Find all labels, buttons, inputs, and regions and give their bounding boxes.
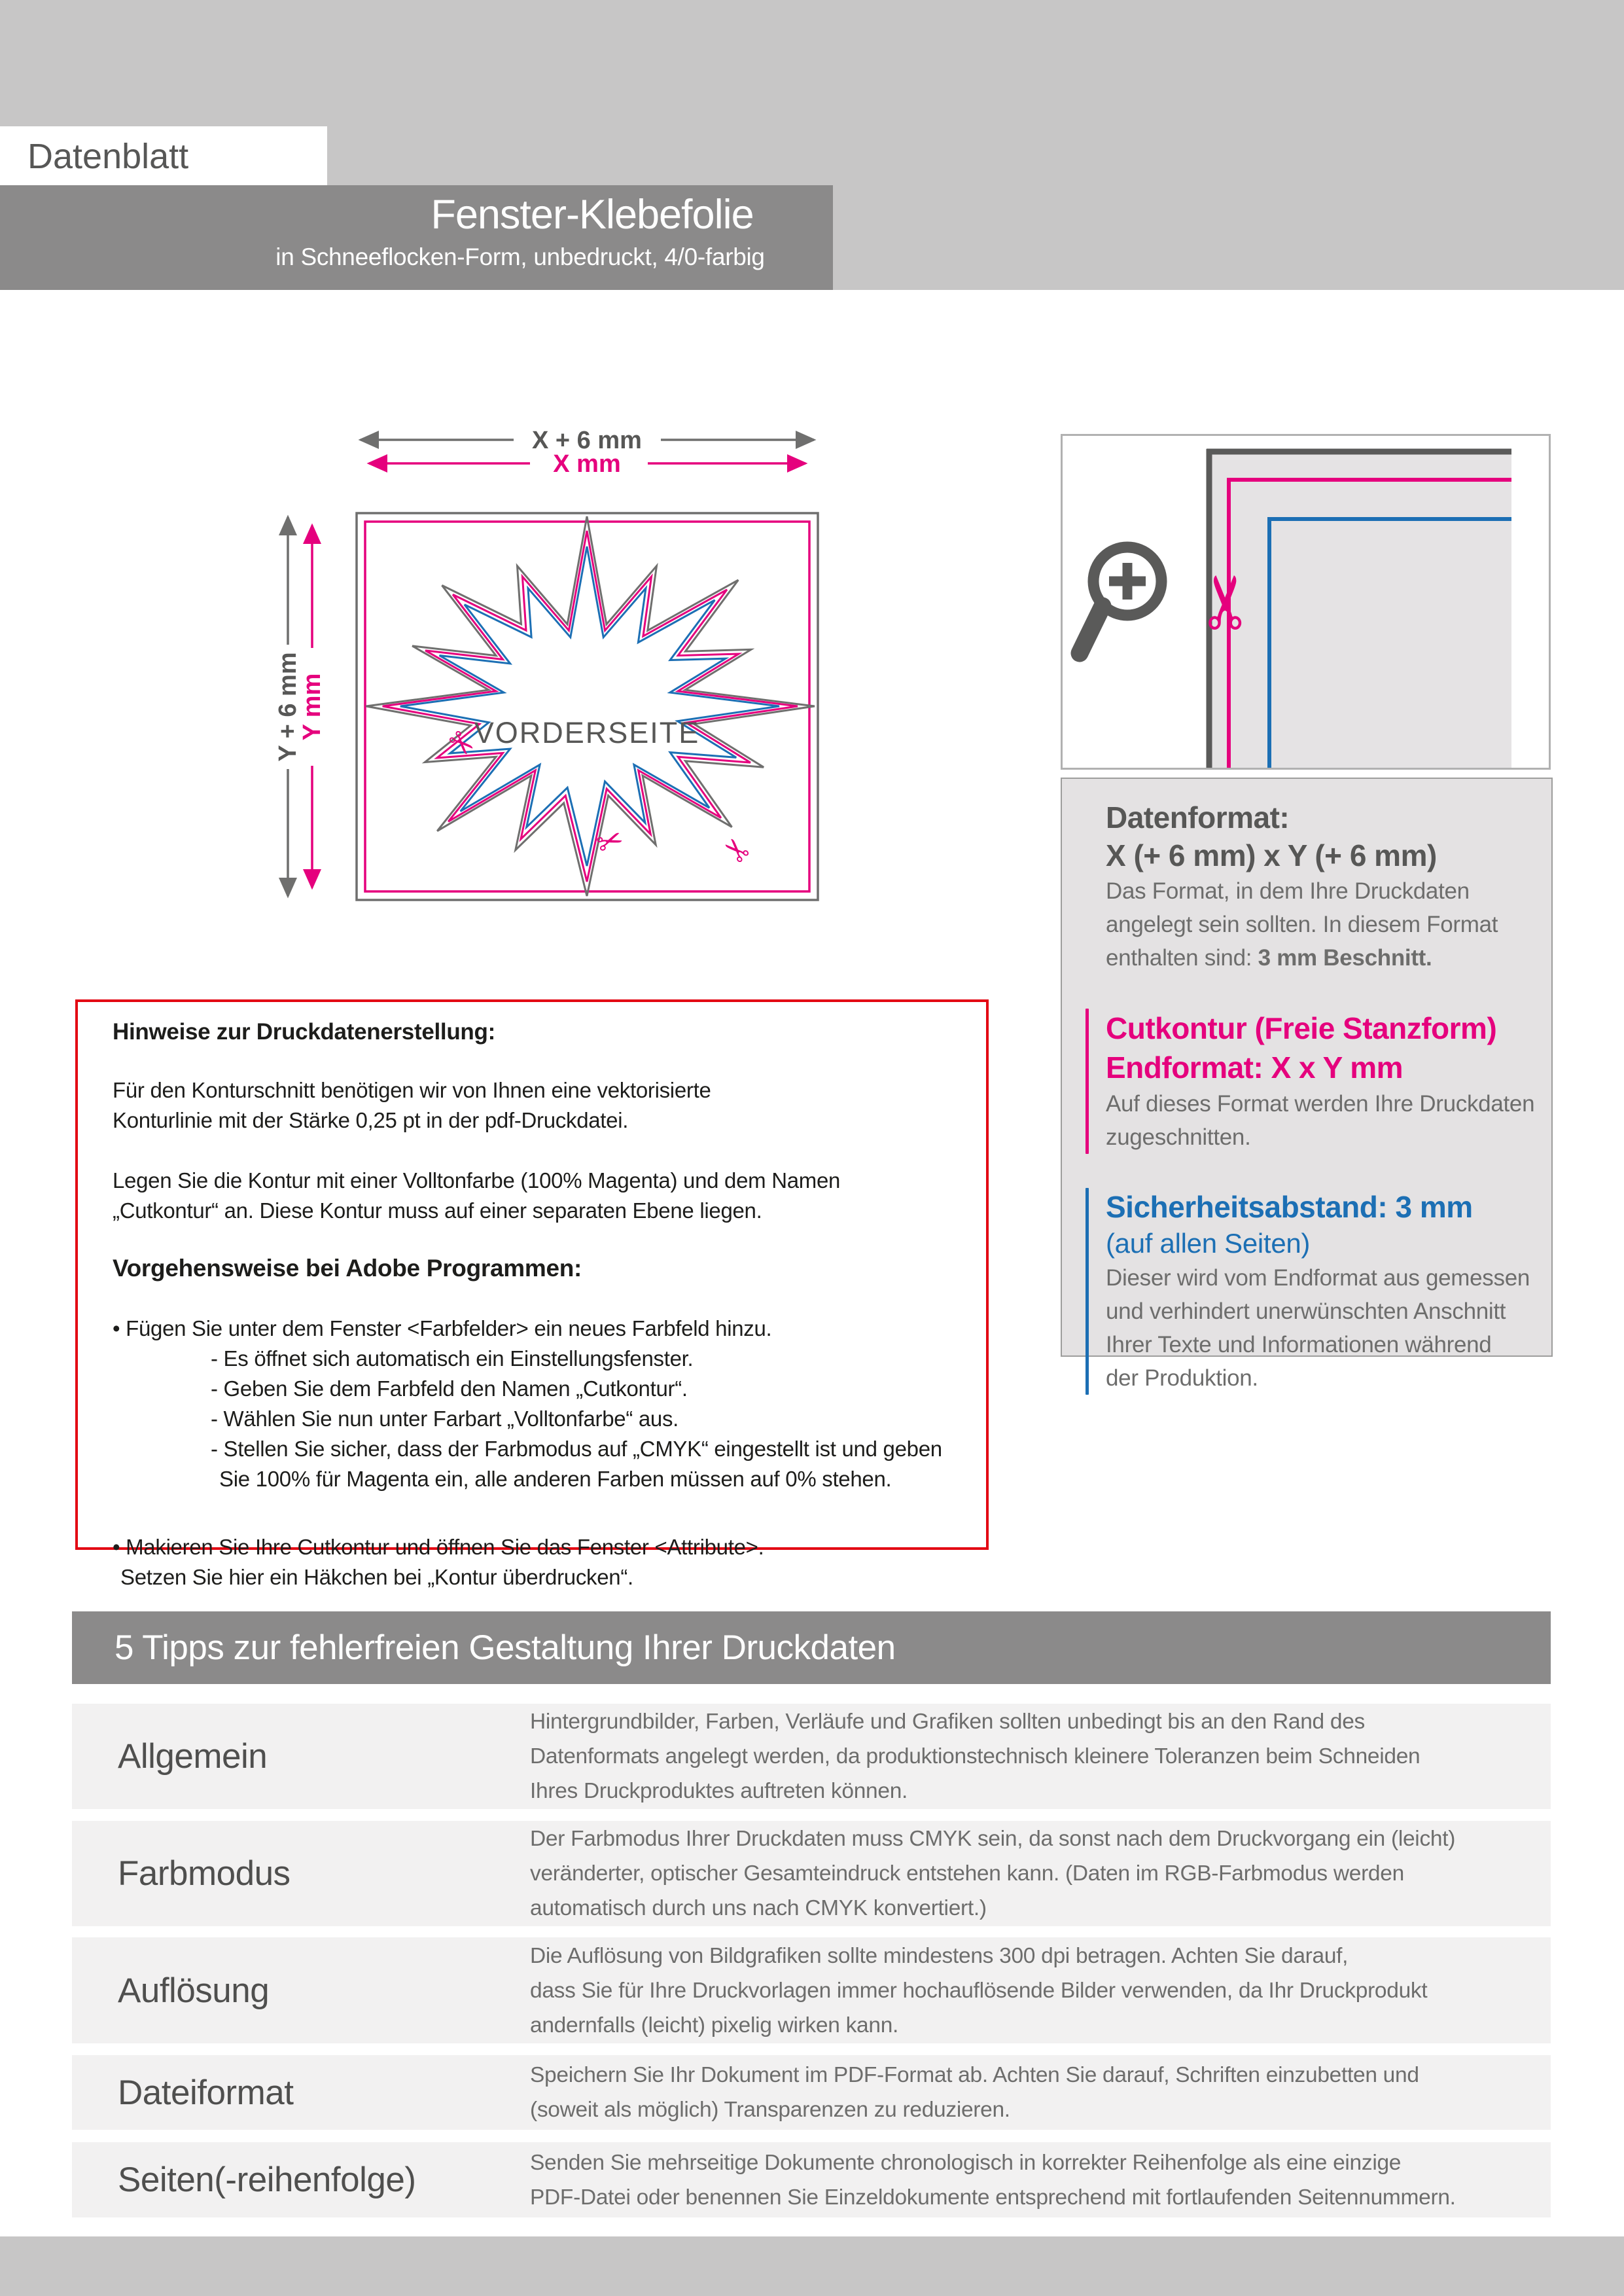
die-cut-diagram [249,412,870,929]
tip-row-aufloesung [72,1937,1551,2043]
dim-x-inner-label: X mm [553,450,621,478]
tip-description: Hintergrundbilder, Farben, Verläufe und Grafiken sollten unbedingt bis an den Rand des Datenformats angelegt werden, da produktionstechnisch kleinere Toleranzen beim Schneiden Ihres Druckproduktes auftreten können. [530,1710,1421,1803]
hints-bullet-continuation: Setzen Sie hier ein Häkchen bei „Kontur überdrucken“. [120,1565,633,1589]
scissors-icon: ✂ [716,827,759,870]
druckdaten-hints-box [75,999,989,1589]
sicherheitsabstand-heading: Sicherheitsabstand: 3 mm [1106,1190,1473,1224]
datenformat-body-line: Das Format, in dem Ihre Druckdaten [1106,878,1470,904]
scissors-icon: ✂ [1186,571,1267,633]
sicherheitsabstand-body-line: Ihrer Texte und Informationen während [1106,1332,1492,1357]
cutkontur-section [1086,1009,1533,1154]
footer-band [0,2236,1624,2296]
tip-description: Senden Sie mehrseitige Dokumente chronologisch in korrekter Reihenfolge als eine einzige PDF-Datei oder benennen Sie Einzeldokumente entsprechend mit fortlaufenden Seitennummern. [530,2150,1456,2210]
cutkontur-body-line: zugeschnitten. [1106,1124,1251,1150]
sicherheitsabstand-subheading: (auf allen Seiten) [1106,1228,1311,1259]
datenblatt-label: Datenblatt [27,136,189,176]
sicherheitsabstand-section [1086,1188,1533,1395]
tips-header: 5 Tipps zur fehlerfreien Gestaltung Ihrer Druckdaten [115,1628,896,1667]
sicherheitsabstand-body-line: der Produktion. [1106,1365,1258,1391]
section-accent-bar [1086,1009,1089,1154]
tip-label: Seiten(-reihenfolge) [118,2161,416,2199]
hints-paragraph: Für den Konturschnitt benötigen wir von Ihnen eine vektorisierte Konturlinie mit der Stärke 0,25 pt in der pdf-Druckdatei. [113,1078,711,1132]
scissors-icon: ✂ [591,821,629,863]
datenformat-heading: Datenformat: [1106,800,1290,834]
tip-description: Die Auflösung von Bildgrafiken sollte mindestens 300 dpi betragen. Achten Sie darauf, dass Sie für Ihre Druckvorlagen immer hochauflösende Bilder verwenden, da Ihr Druckprodukt andernfalls (leicht) pixelig wirken kann. [530,1943,1428,2037]
hints-bullet: • Fügen Sie unter dem Fenster <Farbfelder> ein neues Farbfeld hinzu. [113,1316,772,1340]
dim-y-inner-label: Y mm [298,673,326,741]
front-side-label: VORDERSEITE [474,716,700,749]
dim-y-outer-label: Y + 6 mm [274,652,302,762]
hints-substep: - Es öffnet sich automatisch ein Einstellungsfenster. [211,1346,694,1371]
datenformat-body-line: angelegt sein sollten. In diesem Format [1106,912,1498,937]
datenformat-body-line: enthalten sind: 3 mm Beschnitt. [1106,945,1432,971]
hints-substep: - Stellen Sie sicher, dass der Farbmodus auf „CMYK“ eingestellt ist und geben [211,1437,942,1461]
hints-substep: - Geben Sie dem Farbfeld den Namen „Cutkontur“. [211,1376,688,1401]
tip-description: Speichern Sie Ihr Dokument im PDF-Format ab. Achten Sie darauf, Schriften einzubetten und (soweit als möglich) Transparenzen zu reduzieren. [530,2063,1419,2122]
hints-paragraph: Legen Sie die Kontur mit einer Volltonfarbe (100% Magenta) und dem Namen „Cutkontur“ an. Diese Kontur muss auf einer separaten Ebene liegen. [113,1168,841,1223]
tip-row-seitenreihenfolge [72,2142,1551,2217]
tips-header-bar [72,1611,1551,1684]
adobe-subheading: Vorgehensweise bei Adobe Programmen: [113,1255,582,1282]
hints-heading: Hinweise zur Druckdatenerstellung: [113,1019,495,1045]
dim-x-outer-label: X + 6 mm [532,427,642,454]
tip-label: Auflösung [118,1971,270,2010]
tip-description: Der Farbmodus Ihrer Druckdaten muss CMYK sein, da sonst nach dem Druckvorgang ein (leicht) veränderter, optischer Gesamteindruck entstehen kann. (Daten im RGB-Farbmodus werden automatisch durch uns nach CMYK konvertiert.) [530,1827,1456,1920]
zoom-in-magnifier-icon [1080,547,1161,653]
tip-label: Dateiformat [118,2073,294,2112]
tip-row-dateiformat [72,2055,1551,2130]
hints-substep: Sie 100% für Magenta ein, alle anderen Farben müssen auf 0% stehen. [219,1467,892,1491]
tip-label: Allgemein [118,1737,268,1776]
section-accent-bar [1086,1188,1089,1395]
product-title: Fenster-Klebefolie [431,192,754,238]
sicherheitsabstand-body-line: und verhindert unerwünschten Anschnitt [1106,1299,1506,1324]
hints-bullet: • Makieren Sie Ihre Cutkontur und öffnen Sie das Fenster <Attribute>. [113,1535,764,1559]
hints-substep: - Wählen Sie nun unter Farbart „Volltonfarbe“ aus. [211,1407,679,1431]
format-info-panel [1061,778,1553,1391]
sicherheitsabstand-body-line: Dieser wird vom Endformat aus gemessen [1106,1265,1530,1291]
tip-label: Farbmodus [118,1854,291,1893]
tip-row-farbmodus [72,1821,1551,1926]
tip-row-allgemein [72,1704,1551,1809]
product-subtitle: in Schneeflocken-Form, unbedruckt, 4/0-farbig [275,243,765,270]
datenformat-section [1106,798,1533,975]
datenblatt-label-box [0,126,327,186]
cutkontur-heading: Cutkontur (Freie Stanzform) [1106,1011,1497,1045]
scissors-icon: ✂ [439,723,482,766]
datenformat-formula: X (+ 6 mm) x Y (+ 6 mm) [1106,838,1437,872]
cutkontur-body-line: Auf dieses Format werden Ihre Druckdaten [1106,1091,1535,1117]
corner-detail-drawing [1061,434,1551,770]
endformat-heading: Endformat: X x Y mm [1106,1050,1403,1085]
